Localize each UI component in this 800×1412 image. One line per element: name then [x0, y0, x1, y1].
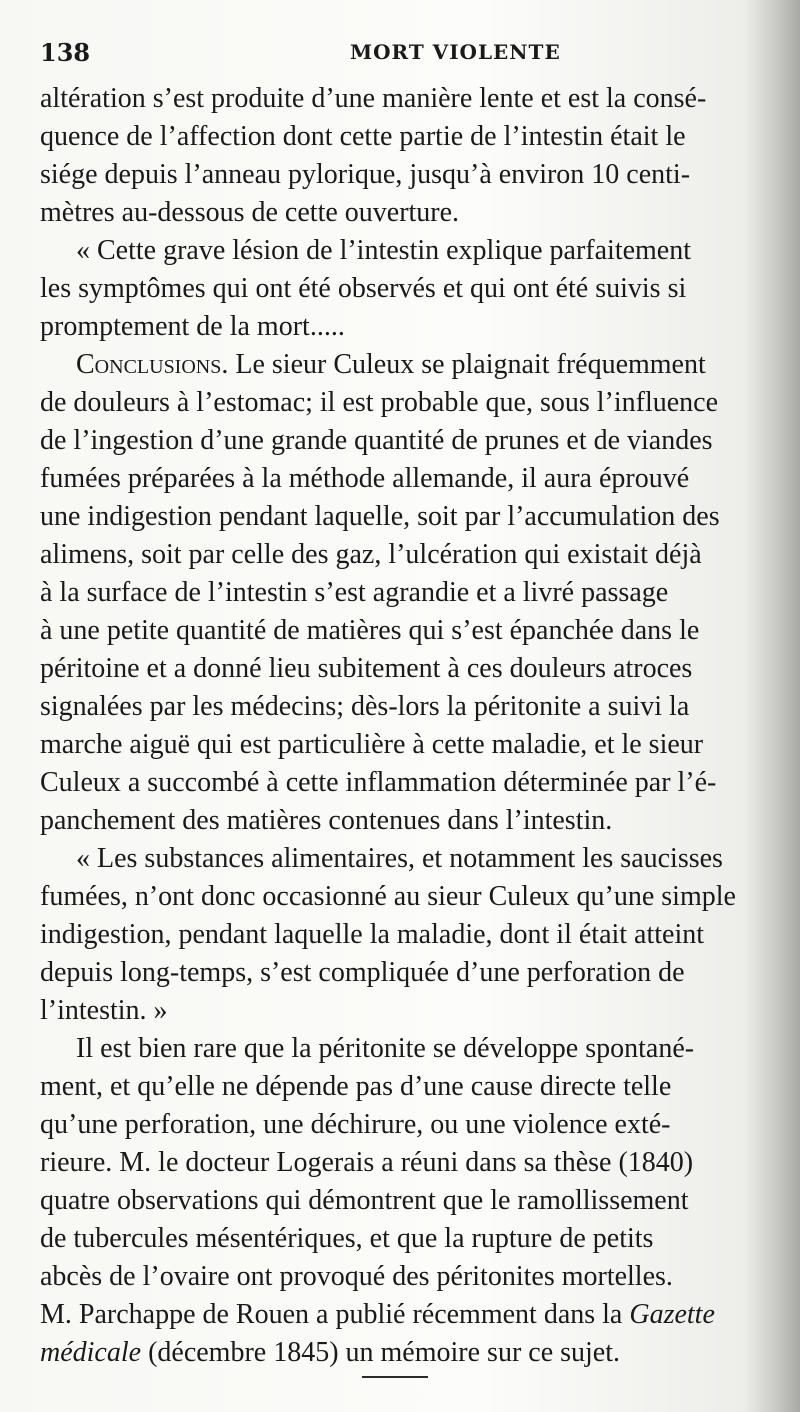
- text-line: de l’ingestion d’une grande quantité de prunes et de viandes: [40, 425, 713, 456]
- text-line: à la surface de l’intestin s’est agrandie et a livré passage: [40, 577, 669, 608]
- text-line: altération s’est produite d’une manière lente et est la consé-: [40, 83, 707, 114]
- text-line: fumées, n’ont donc occasionné au sieur Culeux qu’une simple: [40, 881, 736, 912]
- text-line: indigestion, pendant laquelle la maladie, dont il était atteint: [40, 919, 705, 950]
- text-line: Il est bien rare que la péritonite se développe spontané-: [76, 1033, 695, 1064]
- text-line: [40, 1296, 758, 1334]
- running-head: MORT VIOLENTE: [350, 40, 561, 64]
- text-line: de douleurs à l’estomac; il est probable que, sous l’influence: [40, 387, 719, 418]
- journal-title-part: Gazette: [629, 1299, 715, 1330]
- text-line: de tubercules mésentériques, et que la rupture de petits: [40, 1223, 654, 1254]
- paragraph-4: [40, 840, 758, 1030]
- paragraph-conclusions: [40, 346, 758, 840]
- body-text: [40, 80, 758, 1372]
- page-number: 138: [40, 38, 91, 67]
- text-line: alimens, soit par celle des gaz, l’ulcération qui existait déjà: [40, 539, 702, 570]
- text-line: quatre observations qui démontrent que le ramollissement: [40, 1185, 689, 1216]
- text-line: Culeux a succombé à cette inflammation déterminée par l’é-: [40, 767, 717, 798]
- text-line: quence de l’affection dont cette partie de l’intestin était le: [40, 121, 686, 152]
- text-line: marche aiguë qui est particulière à cette maladie, et le sieur: [40, 729, 704, 760]
- text-fragment: M. Parchappe de Rouen a publié récemment dans la: [40, 1299, 630, 1330]
- end-rule: [362, 1376, 428, 1378]
- text-line: qu’une perforation, une déchirure, ou une violence exté-: [40, 1109, 671, 1140]
- paragraph-1: [40, 80, 758, 232]
- text-line: signalées par les médecins; dès-lors la péritonite a suivi la: [40, 691, 690, 722]
- text-line: fumées préparées à la méthode allemande, il aura éprouvé: [40, 463, 690, 494]
- text-line: les symptômes qui ont été observés et qui ont été suivis si: [40, 273, 687, 304]
- text-line: « Cette grave lésion de l’intestin explique parfaitement: [76, 235, 692, 266]
- paragraph-2: [40, 232, 758, 346]
- text-line: [40, 1334, 758, 1372]
- text-fragment: Le sieur Culeux se plaignait fréquemment: [228, 349, 706, 380]
- text-line: péritoine et a donné lieu subitement à ces douleurs atroces: [40, 653, 693, 684]
- text-line: une indigestion pendant laquelle, soit par l’accumulation des: [40, 501, 720, 532]
- text-line: promptement de la mort.....: [40, 311, 345, 342]
- text-line: ment, et qu’elle ne dépende pas d’une cause directe telle: [40, 1071, 672, 1102]
- conclusions-heading: Conclusions.: [76, 349, 229, 380]
- text-line: panchement des matières contenues dans l’intestin.: [40, 805, 613, 836]
- text-line: abcès de l’ovaire ont provoqué des péritonites mortelles.: [40, 1261, 673, 1292]
- journal-title-part: médicale: [40, 1337, 142, 1368]
- text-line: « Les substances alimentaires, et notamment les saucisses: [76, 843, 723, 874]
- text-line: siége depuis l’anneau pylorique, jusqu’à environ 10 centi-: [40, 159, 691, 190]
- text-line: à une petite quantité de matières qui s’est épanchée dans le: [40, 615, 700, 646]
- text-line: mètres au-dessous de cette ouverture.: [40, 197, 460, 228]
- text-line: [40, 346, 758, 384]
- text-line: rieure. M. le docteur Logerais a réuni dans sa thèse (1840): [40, 1147, 694, 1178]
- text-fragment: (décembre 1845) un mémoire sur ce sujet.: [141, 1337, 621, 1368]
- paragraph-5: [40, 1030, 758, 1372]
- text-line: depuis long-temps, s’est compliquée d’une perforation de: [40, 957, 685, 988]
- text-line: l’intestin. »: [40, 995, 168, 1026]
- page-header: [40, 38, 740, 72]
